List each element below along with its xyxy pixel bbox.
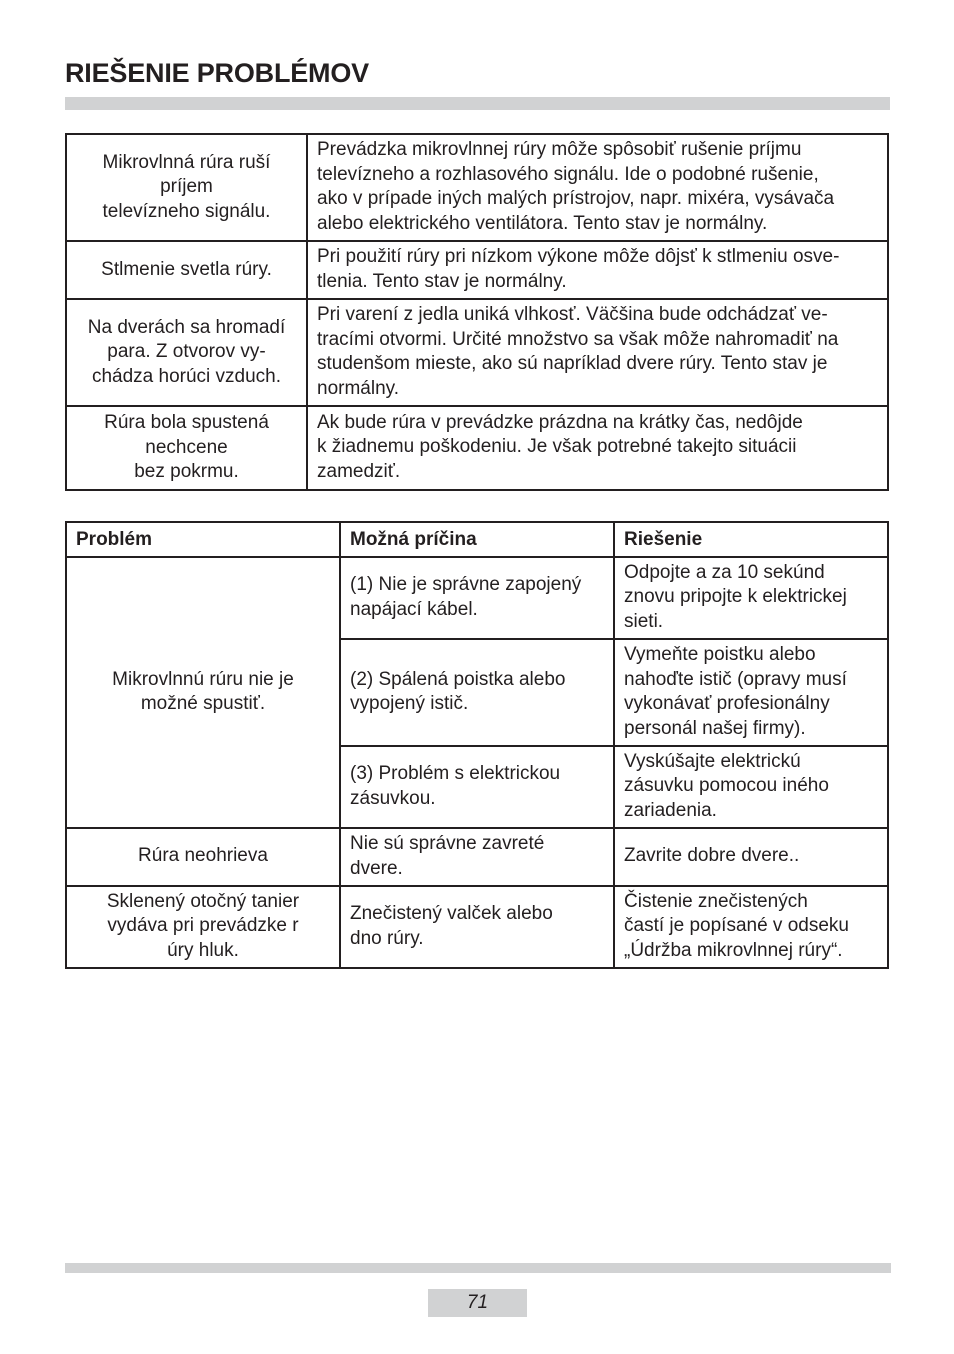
solution-cell: Vyskúšajte elektrickú zásuvku pomocou iného zariadenia.	[614, 746, 888, 828]
solution-cell: Odpojte a za 10 sekúnd znovu pripojte k elektrickej sieti.	[614, 557, 888, 639]
table-row	[66, 828, 888, 886]
solution-cell: Zavrite dobre dvere..	[614, 828, 888, 886]
column-header-problem: Problém	[66, 522, 340, 557]
footer-divider-bar	[65, 1263, 891, 1273]
explanation-cell: Ak bude rúra v prevádzke prázdna na krátky čas, nedôjde k žiadnemu poškodeniu. Je však potrebné takejto situácii zamedziť.	[307, 406, 888, 490]
table-row	[66, 299, 888, 406]
cause-cell: (2) Spálená poistka alebo vypojený istič.	[340, 639, 614, 746]
column-header-cause: Možná príčina	[340, 522, 614, 557]
table-row	[66, 134, 888, 241]
cause-cell: Nie sú správne zavreté dvere.	[340, 828, 614, 886]
symptom-cell: Na dverách sa hromadí para. Z otvorov vy- chádza horúci vzduch.	[66, 299, 307, 406]
header-divider-bar	[65, 97, 890, 110]
solution-cell: Čistenie znečistených častí je popísané v odseku „Údržba mikrovlnnej rúry“.	[614, 886, 888, 968]
solution-cell: Vymeňte poistku alebo nahoďte istič (opravy musí vykonávať profesionálny personál našej firmy).	[614, 639, 888, 746]
table-row	[66, 406, 888, 490]
symptom-explanation-table	[65, 133, 889, 491]
cause-cell: Znečistený valček alebo dno rúry.	[340, 886, 614, 968]
page-title: RIEŠENIE PROBLÉMOV	[65, 58, 369, 88]
problem-cell: Mikrovlnnú rúru nie je možné spustiť.	[66, 557, 340, 828]
cause-cell: (3) Problém s elektrickou zásuvkou.	[340, 746, 614, 828]
page-number: 71	[428, 1289, 527, 1317]
symptom-cell: Rúra bola spustená nechcene bez pokrmu.	[66, 406, 307, 490]
problem-cell: Sklenený otočný tanier vydáva pri prevádzke r úry hluk.	[66, 886, 340, 968]
table-row	[66, 886, 888, 968]
table-row	[66, 557, 888, 639]
table-row	[66, 241, 888, 299]
cause-cell: (1) Nie je správne zapojený napájací kábel.	[340, 557, 614, 639]
explanation-cell: Pri použití rúry pri nízkom výkone môže dôjsť k stlmeniu osve- tlenia. Tento stav je normálny.	[307, 241, 888, 299]
symptom-cell: Stlmenie svetla rúry.	[66, 241, 307, 299]
column-header-solution: Riešenie	[614, 522, 888, 557]
table-header-row	[66, 522, 888, 557]
symptom-cell: Mikrovlnná rúra ruší príjem televízneho signálu.	[66, 134, 307, 241]
explanation-cell: Prevádzka mikrovlnnej rúry môže spôsobiť rušenie príjmu televízneho a rozhlasového signálu. Ide o podobné rušenie, ako v prípade iných malých prístrojov, napr. mixéra, vysávača alebo elektrického ventilátora. Tento stav je normálny.	[307, 134, 888, 241]
problem-cause-solution-table	[65, 521, 889, 969]
explanation-cell: Pri varení z jedla uniká vlhkosť. Väčšina bude odchádzať ve- tracími otvormi. Určité množstvo sa však môže nahromadiť na studenšom mieste, ako sú napríklad dvere rúry. Tento stav je normálny.	[307, 299, 888, 406]
problem-cell: Rúra neohrieva	[66, 828, 340, 886]
